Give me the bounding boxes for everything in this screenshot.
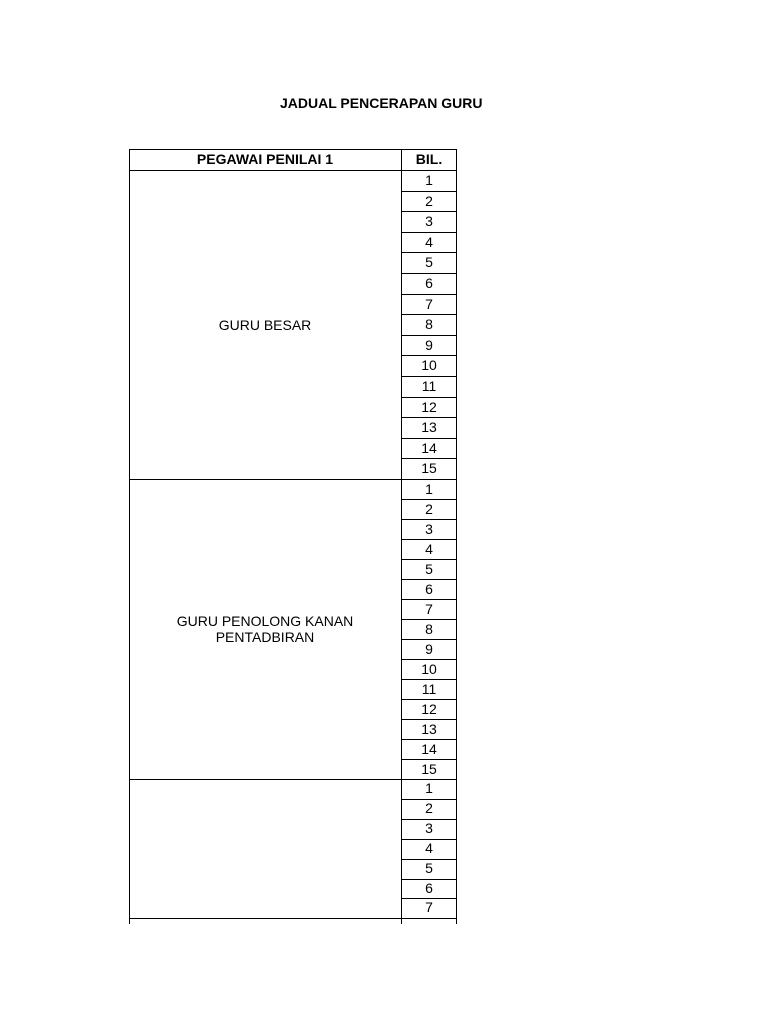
bil-number-cell: 5 bbox=[425, 859, 433, 876]
bil-number-cell: 14 bbox=[421, 741, 437, 757]
bil-number-cell: 15 bbox=[421, 460, 437, 477]
bil-number-cell: 5 bbox=[425, 561, 433, 577]
document-title: JADUAL PENCERAPAN GURU bbox=[280, 95, 483, 111]
bil-number-cell: 10 bbox=[421, 661, 437, 677]
bil-number-cell: 12 bbox=[421, 398, 437, 415]
bil-number-cell: 1 bbox=[425, 172, 433, 188]
evaluator-group-label bbox=[129, 479, 401, 779]
bil-number-cell: 8 bbox=[425, 621, 433, 637]
header-number: BIL. bbox=[415, 151, 443, 167]
bil-number-cell: 10 bbox=[421, 357, 437, 374]
observation-schedule-table bbox=[129, 149, 457, 924]
bil-number-cell: 13 bbox=[421, 721, 437, 737]
bil-number-cell: 9 bbox=[425, 641, 433, 657]
evaluator-label-line: GURU PENOLONG KANAN bbox=[176, 613, 354, 629]
bil-number-cell: 6 bbox=[425, 581, 433, 597]
bil-number-cell: 11 bbox=[421, 681, 437, 697]
bil-number-cell: 7 bbox=[425, 295, 433, 312]
bil-number-cell: 6 bbox=[425, 275, 433, 291]
bil-number-cell: 2 bbox=[425, 799, 433, 816]
bil-number-cell: 2 bbox=[425, 501, 433, 517]
bil-number-cell: 6 bbox=[425, 879, 433, 896]
bil-number-cell: 3 bbox=[425, 521, 433, 537]
bil-number-cell: 1 bbox=[425, 481, 433, 497]
bil-number-cell: 3 bbox=[425, 819, 433, 836]
bil-number-cell: 11 bbox=[421, 378, 437, 394]
bil-number-cell: 5 bbox=[425, 254, 433, 271]
bil-number-cell: 7 bbox=[425, 601, 433, 617]
bil-number-cell: 3 bbox=[425, 213, 433, 230]
evaluator-label-line: GURU BESAR bbox=[218, 316, 312, 333]
group-divider bbox=[129, 918, 457, 919]
evaluator-group-label bbox=[129, 170, 401, 479]
bil-number-cell: 2 bbox=[425, 192, 433, 209]
bil-number-cell: 8 bbox=[425, 316, 433, 333]
header-evaluator: PEGAWAI PENILAI 1 bbox=[196, 151, 334, 167]
bil-number-cell: 4 bbox=[425, 839, 433, 856]
bil-number-cell: 1 bbox=[425, 780, 433, 796]
bil-number-cell: 4 bbox=[425, 541, 433, 557]
bil-number-cell: 7 bbox=[425, 899, 433, 916]
bil-number-cell: 15 bbox=[421, 761, 437, 777]
bil-number-cell: 4 bbox=[425, 233, 433, 250]
bil-number-cell: 14 bbox=[421, 439, 437, 456]
evaluator-label-line: PENTADBIRAN bbox=[215, 629, 315, 645]
bil-number-cell: 9 bbox=[425, 336, 433, 353]
bil-number-cell: 12 bbox=[421, 701, 437, 717]
bil-number-cell: 13 bbox=[421, 419, 437, 436]
